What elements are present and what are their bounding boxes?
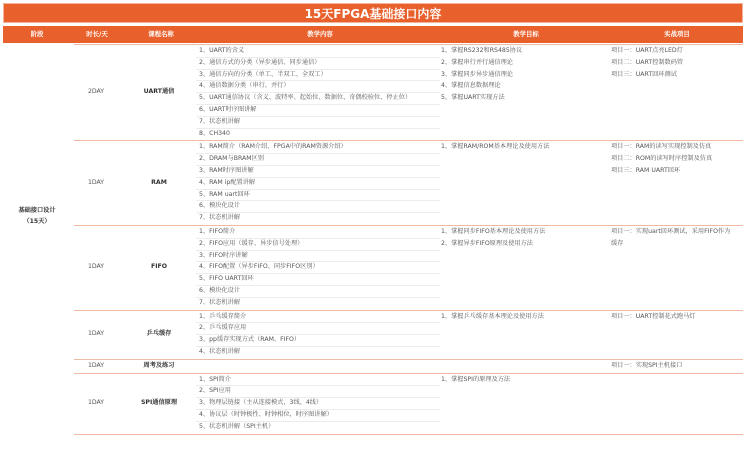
content-item: 5、FIFO UART回环 xyxy=(199,275,254,283)
content-item: 4、RAM ip配置讲解 xyxy=(199,178,256,186)
content-item: 4、状态机讲解 xyxy=(199,348,241,355)
content-item: 7、状态机讲解 xyxy=(199,117,241,125)
module-duration: 1DAY xyxy=(87,330,105,338)
content-item: 2、FIFO应用（缓存、异步信号处理） xyxy=(199,239,304,247)
project-item: 项目一：RAM的读写实现控制及仿真 xyxy=(611,143,712,151)
module-duration: 1DAY xyxy=(87,399,105,407)
content-item: 4、通信数据分类（串行、并行） xyxy=(199,82,290,90)
header-stage: 阶段 xyxy=(30,30,44,38)
content-item: 1、RAM简介（RAM介绍、FPGA中的RAM资源介绍） xyxy=(199,143,347,151)
content-item: 8、CH340 xyxy=(199,129,230,137)
module-name: UART通信 xyxy=(143,88,175,96)
content-item: 7、状态机讲解 xyxy=(199,214,241,222)
content-item: 1、乒乓缓存简介 xyxy=(199,312,247,320)
goal-item: 2、掌握异步FIFO原理及使用方法 xyxy=(441,239,533,247)
content-item: 6、模块化设计 xyxy=(199,202,241,210)
project-item: 项目一：实现SPI主机接口 xyxy=(611,361,683,369)
page-title: 15天FPGA基础接口内容 xyxy=(3,3,743,23)
content-item: 3、pp缓存实现方式（RAM、FIFO） xyxy=(199,336,301,344)
header-duration: 时长/天 xyxy=(86,30,108,38)
module-name: SPI通信原理 xyxy=(140,399,178,407)
project-item: 项目三：RAM UART回环 xyxy=(611,167,681,174)
content-item: 2、通信方式的分类（异步通信、同步通信） xyxy=(199,58,321,66)
project-item: 项目三：UART回环测试 xyxy=(611,70,677,78)
module-separator xyxy=(74,434,743,435)
header-course: 课程名称 xyxy=(148,30,174,38)
module-name: 乒乓缓存 xyxy=(146,330,172,338)
header-goal: 教学目标 xyxy=(513,30,539,38)
content-item: 1、FIFO简介 xyxy=(199,228,236,235)
content-item: 2、DRAM与BRAM区别 xyxy=(199,155,264,163)
module-name: RAM xyxy=(151,178,167,186)
goal-item: 1、掌握同步FIFO基本理论及使用方法 xyxy=(441,228,546,235)
stage-duration: （15天） xyxy=(23,218,51,225)
content-item: 7、状态机讲解 xyxy=(199,298,241,306)
project-item: 缓存 xyxy=(611,239,624,247)
module-duration: 1DAY xyxy=(87,361,105,369)
content-item: 5、UART通信协议（含义、波特率、起始位、数据位、奇偶校验位、停止位） xyxy=(199,94,412,102)
header-project: 实战项目 xyxy=(664,30,690,38)
module-duration: 2DAY xyxy=(87,88,105,96)
stage-name: 基础接口设计 xyxy=(18,207,56,214)
header-content: 教学内容 xyxy=(307,30,333,38)
project-item: 项目二：UART控制数码管 xyxy=(611,58,684,66)
table-header xyxy=(3,26,743,43)
content-item: 6、模块化设计 xyxy=(199,287,241,294)
goal-item: 5、掌握UART实现方法 xyxy=(441,94,505,102)
goal-item: 1、掌握乒乓缓存基本理论及使用方法 xyxy=(441,312,544,320)
goal-item: 1、掌握SPI的原理及方法 xyxy=(441,375,511,383)
goal-item: 2、掌握串行并行通信理论 xyxy=(441,58,513,66)
project-item: 项目一：UART点亮LED灯 xyxy=(611,47,683,54)
content-item: 4、协议层（时钟极性、时钟相位，时序图讲解） xyxy=(199,411,333,418)
content-item: 1、SPI简介 xyxy=(199,375,231,383)
content-item: 5、RAM uart回环 xyxy=(199,190,250,198)
project-item: 项目二：ROM的读写时序控制及仿真 xyxy=(611,155,713,163)
content-item: 5、状态机讲解（SPI主机） xyxy=(199,422,275,430)
module-name: 周考及练习 xyxy=(143,361,175,369)
content-item: 4、FIFO配置（异步FIFO、同步FIFO区别） xyxy=(199,263,319,271)
content-item: 3、FIFO时序讲解 xyxy=(199,251,248,259)
content-item: 3、物理层链接（主从连接模式，3线、4线） xyxy=(199,399,323,407)
content-item: 3、通信方向的分类（单工、半双工、全双工） xyxy=(199,70,327,78)
goal-item: 3、掌握同步异步通信理论 xyxy=(441,70,513,78)
goal-item: 4、掌握信息数据理论 xyxy=(441,82,501,90)
module-duration: 1DAY xyxy=(87,263,105,271)
project-item: 项目一：实现uart回环测试，采用FIFO作为 xyxy=(611,228,731,235)
project-item: 项目一：UART控制花式跑马灯 xyxy=(611,312,696,320)
module-name: FIFO xyxy=(150,263,167,271)
goal-item: 1、掌握RS232和RS485协议 xyxy=(441,47,523,54)
content-item: 2、SPI应用 xyxy=(199,387,231,395)
content-item: 6、UART时序图讲解 xyxy=(199,106,257,113)
content-item: 1、UART的含义 xyxy=(199,47,245,54)
module-duration: 1DAY xyxy=(87,178,105,186)
goal-item: 1、掌握RAM/ROM基本理论及使用方法 xyxy=(441,143,550,151)
stage-cell xyxy=(3,205,71,227)
content-item: 3、RAM时序图讲解 xyxy=(199,167,254,174)
content-item: 2、乒乓缓存应用 xyxy=(199,324,247,332)
